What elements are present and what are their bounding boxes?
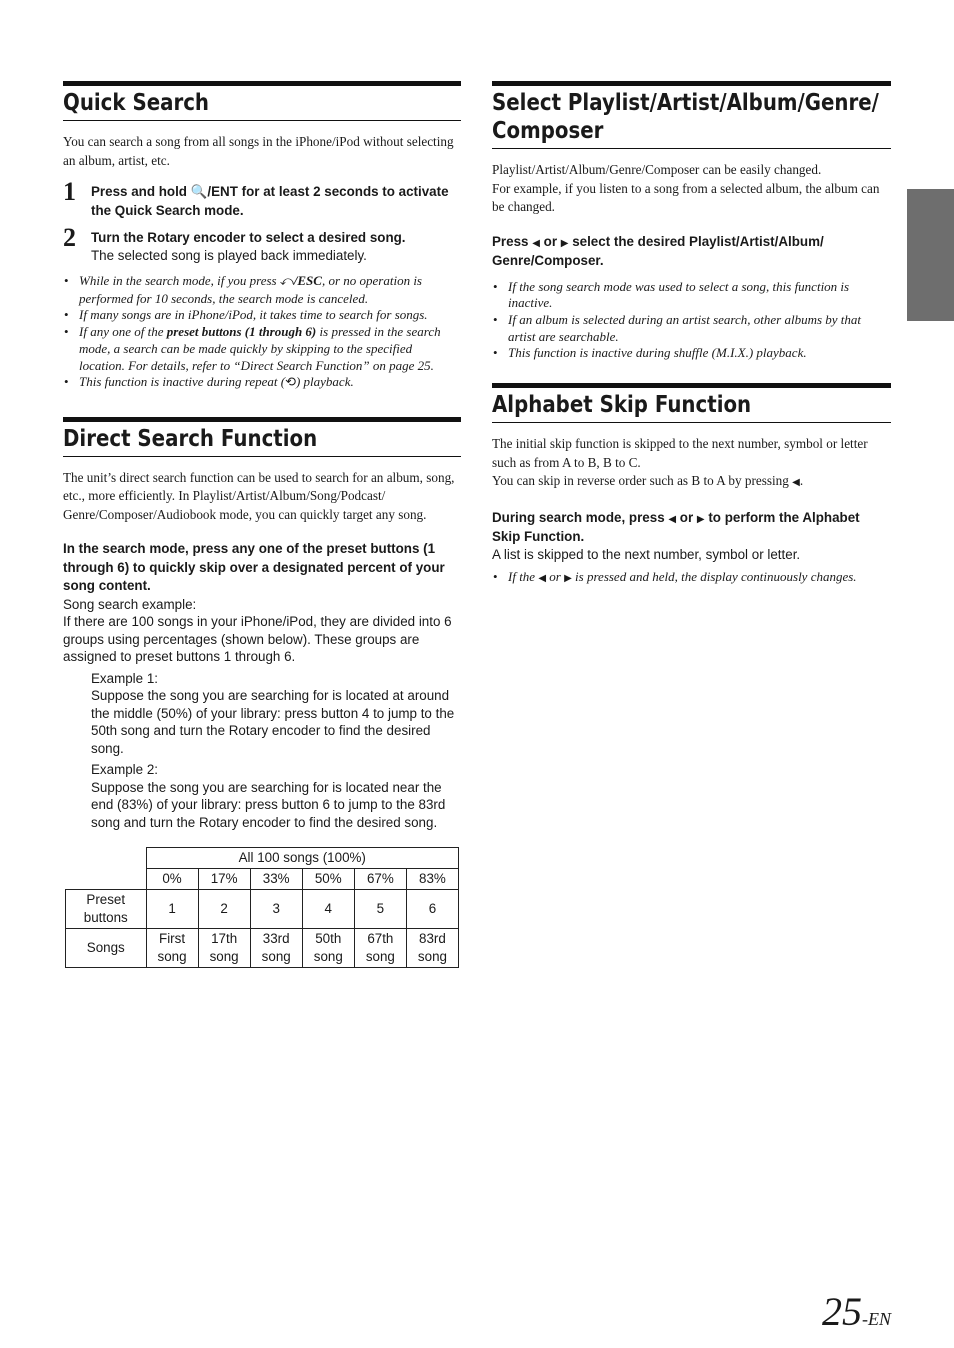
quick-search-step-2 [63,223,461,264]
quick-search-title: Quick Search [63,90,210,116]
table-row [66,890,459,929]
left-arrow-icon: ◀ [532,237,540,249]
left-arrow-icon: ◀ [538,573,547,585]
table-cell: 17th song [198,929,250,968]
select-playlist-header [492,81,891,149]
alphabet-skip-instruction: During search mode, press ◀ or ▶ to perform the Alphabet Skip Function. [492,509,860,545]
example-label: Song search example: [63,596,197,612]
step-number: 2 [63,223,76,252]
alphabet-skip-title: Alphabet Skip Function [492,392,752,419]
table-cell: 50% [302,869,354,890]
row-label: Preset buttons [66,890,147,929]
alphabet-skip-sub: A list is skipped to the next number, symbol or letter. [492,546,801,562]
ent-key-label: /ENT [207,184,238,199]
esc-key-label: /ESC [293,273,322,288]
preset-buttons-label: preset buttons (1 through 6) [166,324,317,340]
percent-table [65,847,459,968]
preset-buttons-label: preset buttons (1 through 6 [63,541,436,575]
quick-search-notes [63,273,461,392]
note-item: • If the ◀ or ▶ is pressed and held, the display continuously changes. [492,569,891,588]
note-item: • If any one of the preset buttons (1 through 6) is pressed in the search mode, a search can be made quickly by skipping to the specified location. For details, refer to “Direct Search Function” on page 25. [63,324,461,374]
select-playlist-intro-2: For example, if you listen to a song from a selected album, the album can be changed. [492,180,880,214]
quick-search-header [63,81,461,121]
table-cell: 1 [146,890,198,929]
table-cell: 0% [146,869,198,890]
example-2 [63,761,461,831]
table-cell: 2 [198,890,250,929]
step-text: to select a desired song. [245,230,406,245]
row-label: Songs [66,929,147,968]
example-1-text: Suppose the song you are searching for is located at around the middle (50%) of your library: press button 4 to jump to the 50th song and turn the Rotary encoder to find the desired song. [91,688,455,756]
note-item: • This function is inactive during shuffle (M.I.X.) playback. [492,345,891,362]
left-arrow-icon: ◀ [792,477,800,489]
example-2-label: Example 2: [91,762,158,778]
direct-search-header [63,417,461,457]
table-cell: First song [146,929,198,968]
note-item: • If an album is selected during an artist search, other albums by that artist are searchable. [492,312,891,345]
alphabet-skip-intro-2: You can skip in reverse order such as B to A by pressing ◀. [492,473,804,489]
right-arrow-icon: ▶ [564,573,572,585]
step-text: for at least 2 seconds to activate the Quick Search mode. [91,184,449,218]
rotary-encoder-label: Rotary encoder [147,230,246,245]
table-cell: 67th song [354,929,406,968]
quick-search-step-1 [63,177,461,219]
alphabet-skip-notes [492,569,891,588]
right-arrow-icon: ▶ [560,237,569,249]
quick-search-intro: You can search a song from all songs in the iPhone/iPod without selecting an album, artist, etc. [63,134,454,168]
table-cell: 5 [354,890,406,929]
direct-search-title: Direct Search Function [63,425,318,452]
example-1-label: Example 1: [91,670,158,686]
note-item: • This function is inactive during repeat (⟲) playback. [63,374,461,392]
note-item: • While in the search mode, if you press ⤺/ESC, or no operation is performed for 10 seconds, the search mode is canceled. [63,273,461,307]
alphabet-skip-header [492,383,891,423]
direct-search-intro: The unit’s direct search function can be used to search for an album, song, etc., more efficiently. In Playlist/Artist/Album/Song/Podcast/ Genre/Composer/Audiobook mode, you can quickly target any song. [63,469,455,522]
table-cell: 83rd song [406,929,458,968]
table-cell: 6 [406,890,458,929]
table-cell: 17% [198,869,250,890]
note-item: • If many songs are in iPhone/iPod, it takes time to search for songs. [63,307,461,324]
return-icon: ⤺ [279,274,294,289]
table-cell: 83% [406,869,458,890]
left-arrow-icon: ◀ [668,513,677,525]
right-arrow-icon: ▶ [696,513,705,525]
example-text: If there are 100 songs in your iPhone/iPod, they are divided into 6 groups using percentages (shown below). These groups are assigned to preset buttons 1 through 6. [63,614,452,665]
page-number [822,1288,891,1335]
direct-search-instruction: In the search mode, press any one of the preset buttons (1 through 6) to quickly skip over a designated percent of your song content. [63,541,445,594]
table-cell: 67% [354,869,406,890]
select-playlist-title-line-2: Composer [492,118,604,144]
left-column [63,81,461,968]
repeat-icon: ⟲ [285,375,296,391]
step-number: 1 [63,177,76,206]
search-icon: 🔍 [190,185,208,200]
section-tab-marker [907,189,954,321]
select-playlist-title-line-1: Select Playlist/Artist/Album/Genre/ [492,90,879,116]
table-cell: 4 [302,890,354,929]
step-text: Press and hold [91,184,191,199]
select-playlist-intro-1: Playlist/Artist/Album/Genre/Composer can be easily changed. [492,162,822,177]
right-column [492,81,891,588]
table-cell: 3 [250,890,302,929]
example-2-text: Suppose the song you are searching for is located near the end (83%) of your library: press button 6 to jump to the 83rd song and turn the Rotary encoder to find the desired song. [91,779,446,830]
alphabet-skip-intro-1: The initial skip function is skipped to the next number, symbol or letter such as from A to B, B to C. [492,436,868,470]
table-cell: 33% [250,869,302,890]
step-sub-text: The selected song is played back immediately. [91,247,367,263]
page-number-value: 25 [822,1289,862,1334]
step-text: Turn the [91,230,148,245]
note-item: • If the song search mode was used to select a song, this function is inactive. [492,279,891,312]
table-cell: 33rd song [250,929,302,968]
rotary-encoder-label: Rotary encoder [198,814,291,830]
select-playlist-notes [492,279,891,363]
table-row [66,929,459,968]
table-cell: 50th song [302,929,354,968]
example-1 [63,670,461,758]
table-row [66,869,459,890]
rotary-encoder-label: Rotary encoder [228,723,321,739]
page-number-suffix: -EN [862,1309,891,1329]
table-header: All 100 songs (100%) [146,848,459,869]
select-playlist-instruction: Press ◀ or ▶ select the desired Playlist/Artist/Album/ Genre/Composer. [492,233,824,268]
